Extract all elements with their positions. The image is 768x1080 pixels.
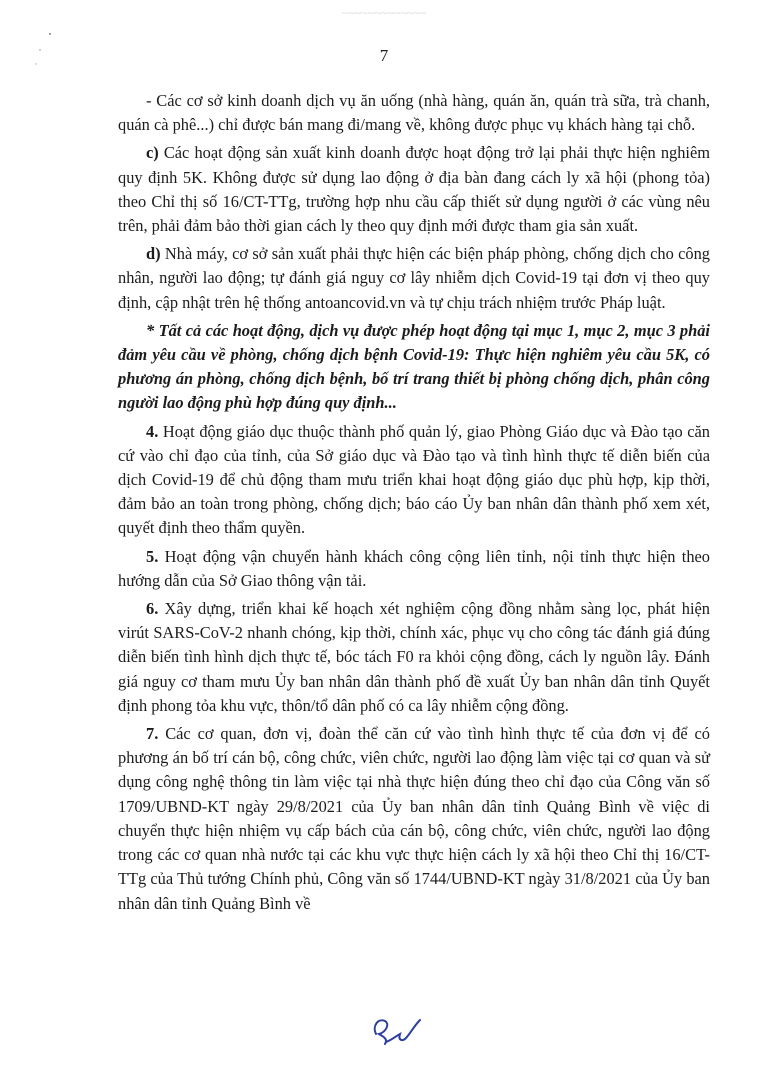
- paragraph-text: * Tất cả các hoạt động, dịch vụ được phép hoạt động tại mục 1, mục 2, mục 3 phải đảm yêu cầu về phòng, chống dịch bệnh Covid-19: Thực hiện nghiêm yêu cầu 5K, có phương án phòng, chống dịch bệnh, bố trí trang thiết bị phòng chống dịch, phân công người lao động phù hợp đúng quy định...: [118, 320, 710, 413]
- paragraph-label: d): [146, 244, 161, 264]
- paragraph-label: 4.: [146, 421, 159, 441]
- paragraph-requirements-note: [118, 319, 710, 416]
- page-number: 7: [379, 46, 389, 65]
- initial-signature: [368, 1012, 428, 1052]
- paragraph-text: Hoạt động giáo dục thuộc thành phố quản lý, giao Phòng Giáo dục và Đào tạo căn cứ vào chỉ đạo của tỉnh, của Sở giáo dục và Đào tạo và tình hình thực tế diễn biến của dịch Covid-19 để chủ động tham mưu triển khai hoạt động giáo dục phù hợp, kịp thời, đảm bảo an toàn trong phòng, chống dịch; báo cáo Ủy ban nhân dân thành phố xem xét, quyết định theo thẩm quyền.: [118, 421, 710, 538]
- paragraph-text: Nhà máy, cơ sở sản xuất phải thực hiện các biện pháp phòng, chống dịch cho công nhân, người lao động; tự đánh giá nguy cơ lây nhiễm dịch Covid-19 tại đơn vị theo quy định, cập nhật trên hệ thống antoancovid.vn và tự chịu trách nhiệm trước Pháp luật.: [118, 244, 710, 312]
- paragraph-text: - Các cơ sở kinh doanh dịch vụ ăn uống (nhà hàng, quán ăn, quán trà sữa, trà chanh, quán cà phê...) chỉ được bán mang đi/mang về, không được phục vụ khách hàng tại chỗ.: [118, 91, 710, 135]
- document-body: [118, 89, 710, 920]
- paragraph-label: 5.: [146, 546, 159, 566]
- paragraph-text: Hoạt động vận chuyển hành khách công cộng liên tỉnh, nội tỉnh thực hiện theo hướng dẫn của Sở Giao thông vận tải.: [118, 546, 710, 590]
- paragraph-text: Các cơ quan, đơn vị, đoàn thể căn cứ vào tình hình thực tế của đơn vị để có phương án bố trí cán bộ, công chức, viên chức, người lao động làm việc tại cơ quan và sử dụng công nghệ thông tin làm việc tại nhà thực hiện đúng theo chỉ đạo của Công văn số 1709/UBND-KT ngày 29/8/2021 của Ủy ban nhân dân tỉnh Quảng Bình về việc di chuyển thực hiện nhiệm vụ cấp bách của cán bộ, công chức, viên chức, người lao động trong các cơ quan nhà nước tại các khu vực thực hiện cách ly xã hội theo Chỉ thị 16/CT-TTg của Thủ tướng Chính phủ, Công văn số 1744/UBND-KT ngày 31/8/2021 của Ủy ban nhân dân tỉnh Quảng Bình về: [118, 724, 710, 913]
- paragraph-text: Các hoạt động sản xuất kinh doanh được hoạt động trở lại phải thực hiện nghiêm quy định 5K. Không được sử dụng lao động ở địa bàn đang cách ly xã hội (phong tỏa) theo Chỉ thị số 16/CT-TTg, trường hợp nhu cầu cấp thiết sử dụng người ở các vùng nêu trên, phải đảm bảo thời gian cách ly theo quy định mới được tham gia sản xuất.: [118, 143, 710, 236]
- paragraph-6: [118, 597, 710, 718]
- faint-bleed-through: ~~~~~~~~~~~~~: [341, 6, 427, 20]
- paragraph-label: c): [146, 143, 159, 163]
- paragraph-c: [118, 141, 710, 238]
- paragraph-5: [118, 545, 710, 593]
- paragraph-4: [118, 420, 710, 541]
- paragraph-label: 7.: [146, 724, 159, 744]
- paragraph-d: [118, 242, 710, 315]
- paragraph-7: [118, 722, 710, 916]
- paragraph-label: 6.: [146, 599, 159, 619]
- paragraph-food-service: [118, 89, 710, 137]
- paragraph-text: Xây dựng, triển khai kế hoạch xét nghiệm cộng đồng nhằm sàng lọc, phát hiện virút SARS-CoV-2 nhanh chóng, kịp thời, chính xác, phục vụ cho công tác đánh giá đúng diễn biến tình hình dịch thực tế, bóc tách F0 ra khỏi cộng đồng, cách ly nguồn lây. Đánh giá nguy cơ tham mưu Ủy ban nhân dân thành phố đề xuất Ủy ban nhân dân tỉnh Quyết định phong tỏa khu vực, thôn/tổ dân phố có ca lây nhiễm cộng đồng.: [118, 599, 710, 715]
